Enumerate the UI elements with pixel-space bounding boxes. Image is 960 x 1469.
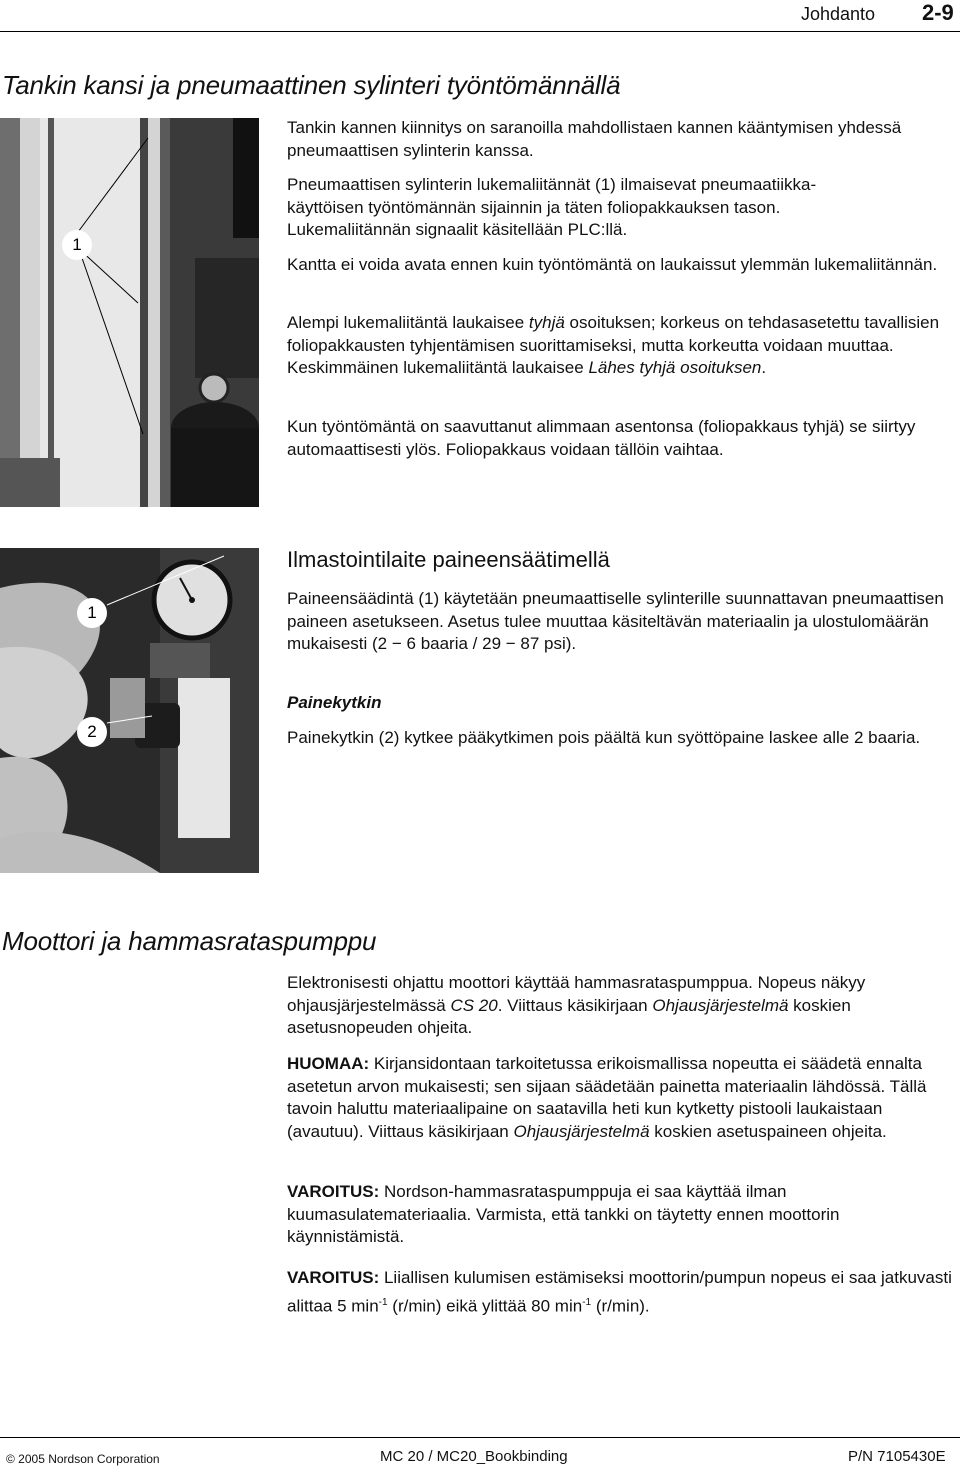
text-italic: Ohjausjärjestelmä <box>513 1121 650 1141</box>
text-span: Elektronisesti ohjattu moottori käyttää hammasrataspumppua. Nopeus näkyy ohjausjärjestelmässä <box>287 973 866 1015</box>
paragraph-motor <box>287 972 957 1040</box>
text-span: Kirjansidontaan tarkoitetussa erikoismallissa nopeutta ei säädetä ennalta asetetun arvon mukaisesti; sen sijaan säädetään painetta materiaalin lähdössä. Tällä tavoin haluttu materiaalipaine on saatavilla heti kun kytketty pistooli laukaistaan (avautuu). Viittaus käsikirjaan <box>287 1054 927 1141</box>
header-rule <box>0 31 960 32</box>
warning-label: VAROITUS: <box>287 1182 380 1201</box>
text-italic: Ohjausjärjestelmä <box>652 995 789 1015</box>
warning-label: VAROITUS: <box>287 1268 380 1287</box>
text-span: Alempi lukemaliitäntä laukaisee <box>287 313 529 332</box>
callout-1: 1 <box>77 598 107 628</box>
text-span: osoituksen; korkeus on tehdasasetettu tavallisien foliopakkausten tyhjentämisen suorittamiseksi, mutta korkeutta voidaan muuttaa. Keskimmäinen lukemaliitäntä laukaisee <box>287 313 940 377</box>
text-span: Nordson-hammasrataspumppuja ei saa käyttää ilman kuumasulatemateriaalia. Varmista, että tankki on täytetty ennen moottorin käynnistämistä. <box>287 1182 840 1246</box>
text-italic: tyhjä <box>528 313 565 332</box>
paragraph-piston-bottom: Kun työntömäntä on saavuttanut alimmaan asentonsa (foliopakkaus tyhjä) se siirtyy automaattisesti ylös. Foliopakkaus voidaan tällöin vaihtaa. <box>287 417 916 459</box>
text-span: koskien asetusnopeuden ohjeita. <box>287 995 851 1037</box>
paragraph-read-connections-line2: käyttöisen työntömännän sijainnin ja täten foliopakkauksen tason. <box>287 197 781 217</box>
paragraph-warning-2 <box>287 1265 957 1319</box>
paragraph-pressure-regulator: Paineensäädintä (1) käytetään pneumaattiselle sylinterille suunnattavan pneumaattisen paineen asetukseen. Asetus tulee muuttaa käsiteltävän materiaalin ja ulostulomäärän mukaisesti (2 − 6 baaria / 29 − 87 psi). <box>287 589 944 653</box>
footer-part-number: P/N 7105430E <box>848 1448 946 1465</box>
paragraph-read-connections-line1: Pneumaattisen sylinterin lukemaliitännät (1) ilmaisevat pneumaatiikka- <box>287 175 817 194</box>
text-span: . <box>761 358 767 377</box>
paragraph-read-connections-line3: Lukemaliitännän signaalit käsitellään PLC:llä. <box>287 220 628 239</box>
paragraph-note <box>287 1053 957 1143</box>
text-italic: Lähes tyhjä osoituksen <box>588 358 762 377</box>
section-title-motor-pump: Moottori ja hammasrataspumppu <box>2 926 377 956</box>
callout-2: 2 <box>77 717 107 747</box>
superscript: -1 <box>378 1297 388 1308</box>
text-italic: CS 20 <box>450 995 498 1015</box>
superscript: -1 <box>582 1297 592 1308</box>
photo-air-regulator-drawing <box>0 548 259 873</box>
callout-1: 1 <box>62 230 92 260</box>
text-span: (r/min) eikä ylittää 80 min <box>387 1296 583 1316</box>
footer-copyright: © 2005 Nordson Corporation <box>6 1452 160 1466</box>
photo-tank-cylinder <box>0 118 259 507</box>
header-section-title: Johdanto <box>801 4 876 24</box>
paragraph-warning-1 <box>287 1181 957 1249</box>
photo-tank-cylinder-drawing <box>0 118 259 507</box>
text-span: . Viittaus käsikirjaan <box>497 995 653 1015</box>
footer-rule <box>0 1437 960 1438</box>
paragraph-lower-connection <box>287 312 957 380</box>
text-span: Liiallisen kulumisen estämiseksi moottorin/pumpun nopeus ei saa jatkuvasti alittaa 5 min <box>287 1268 952 1316</box>
note-label: HUOMAA: <box>287 1054 370 1073</box>
subtitle-pressure-switch: Painekytkin <box>287 693 382 712</box>
section-title-air-regulator: Ilmastointilaite paineensäätimellä <box>287 547 610 572</box>
section-title-tank-lid: Tankin kansi ja pneumaattinen sylinteri työntömännällä <box>2 70 621 100</box>
paragraph-lid-hinges: Tankin kannen kiinnitys on saranoilla mahdollistaen kannen kääntymisen yhdessä pneumaattisen sylinterin kanssa. <box>287 118 902 160</box>
text-span: (r/min). <box>591 1296 650 1316</box>
footer-document: MC 20 / MC20_Bookbinding <box>380 1448 568 1465</box>
text-span: koskien asetuspaineen ohjeita. <box>649 1121 887 1141</box>
paragraph-read-connections <box>287 174 957 242</box>
header-page-number: 2-9 <box>922 0 954 25</box>
paragraph-pressure-switch: Painekytkin (2) kytkee pääkytkimen pois päältä kun syöttöpaine laskee alle 2 baaria. <box>287 728 921 747</box>
photo-air-regulator <box>0 548 259 873</box>
paragraph-lid-lock: Kantta ei voida avata ennen kuin työntömäntä on laukaissut ylemmän lukemaliitännän. <box>287 255 938 274</box>
